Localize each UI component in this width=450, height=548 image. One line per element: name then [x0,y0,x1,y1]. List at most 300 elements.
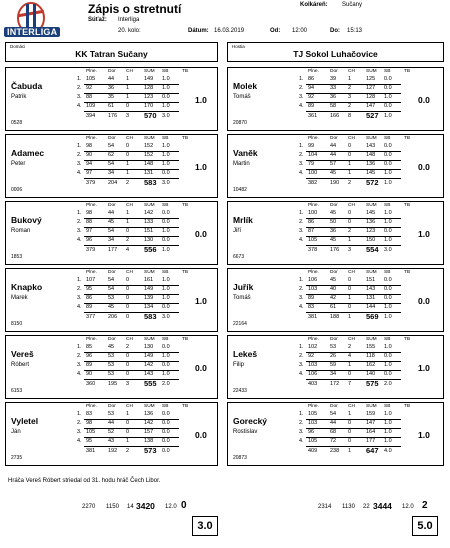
throw-cell: 149 [144,353,154,359]
row-number: 2. [77,85,82,91]
throw-cell: 1 [348,237,352,243]
to-label: Do: [330,28,340,34]
column-header: TB [182,270,189,275]
throw-cell: 151 [366,277,376,283]
throw-cell: 45 [108,219,115,225]
player-total-cell: 647 [366,446,379,455]
away-total-sum: 3444 [373,501,392,511]
column-header: Dor [330,404,338,409]
column-header: SB [162,203,169,208]
column-header: SB [384,404,391,409]
away-player-id: 20873 [233,455,247,461]
column-header: TB [182,404,189,409]
player-total-cell: 3.0 [162,314,170,320]
home-player-surname: Knapko [11,282,43,292]
player-total-cell: 1.0 [384,113,392,119]
throw-cell: 2 [348,85,352,91]
throw-cell: 1.0 [162,371,170,377]
throw-cell: 0.0 [162,429,170,435]
throw-cell: 0.0 [162,170,170,176]
row-number: 2. [299,85,304,91]
player-total-cell: 394 [86,113,96,119]
to-value: 15:13 [347,28,363,34]
throw-cell: 89 [308,103,315,109]
player-total-cell: 192 [108,448,118,454]
throw-cell: 92 [308,94,315,100]
throw-cell: 53 [108,295,115,301]
column-header: CH [126,337,133,342]
throw-cell: 1.0 [384,219,392,225]
row-divider [84,379,179,380]
home-total-ch: 14 [127,504,134,510]
throw-cell: 0.0 [384,152,392,158]
row-number: 2. [299,152,304,158]
throw-cell: 1 [348,295,352,301]
throw-cell: 90 [86,152,93,158]
column-header: TB [404,337,411,342]
row-number: 1. [77,76,82,82]
home-team-name: KK Tatran Sučany [75,49,148,59]
throw-cell: 54 [108,228,115,234]
home-player-id: 8150 [11,321,23,327]
column-header: TB [182,69,189,74]
throw-cell: 0.0 [384,85,392,91]
column-header: Plne. [308,136,319,141]
throw-cell: 0 [348,429,352,435]
throw-cell: 52 [108,429,115,435]
throw-cell: 54 [330,411,337,417]
throw-cell: 0.0 [162,304,170,310]
player-total-cell: 2 [348,180,352,186]
away-player-id: 10482 [233,187,247,193]
throw-cell: 107 [86,277,96,283]
throw-cell: 1 [348,170,352,176]
throw-cell: 61 [330,304,337,310]
throw-cell: 1.0 [162,353,170,359]
throw-cell: 1.0 [384,94,392,100]
away-player-surname: Gorecký [233,416,268,426]
throw-cell: 162 [366,362,376,368]
throw-cell: 83 [86,411,93,417]
throw-cell: 59 [330,362,337,368]
throw-cell: 0.0 [162,362,170,368]
throw-cell: 150 [366,237,376,243]
throw-cell: 1 [348,76,352,82]
player-total-cell: 555 [144,379,157,388]
column-header: TB [404,270,411,275]
throw-cell: 0.0 [162,94,170,100]
player-total-cell: 554 [366,245,379,254]
row-number: 3. [299,94,304,100]
column-header: Plne. [308,270,319,275]
throw-cell: 0 [126,353,130,359]
throw-cell: 95 [86,438,93,444]
row-divider [306,178,401,179]
row-number: 4. [299,371,304,377]
throw-cell: 1.0 [384,344,392,350]
throw-cell: 143 [366,143,376,149]
away-team-tag: Hostia [232,44,245,49]
player-total-cell: 8 [348,113,352,119]
row-divider [84,178,179,179]
throw-cell: 53 [108,353,115,359]
column-header: Dor [108,337,116,342]
date-label: Dátum: [188,28,209,34]
row-number: 4. [77,371,82,377]
throw-cell: 128 [144,85,154,91]
throw-cell: 36 [330,94,337,100]
column-header: Plne. [308,404,319,409]
throw-cell: 155 [366,344,376,350]
throw-cell: 53 [108,371,115,377]
column-header: SB [162,136,169,141]
player-total-cell: 0.0 [162,448,170,454]
away-player-points: 1.0 [418,229,430,239]
row-number: 1. [77,411,82,417]
throw-cell: 140 [366,371,376,377]
throw-cell: 1 [126,170,130,176]
column-header: SB [162,270,169,275]
player-total-cell: 1 [348,448,352,454]
page-title: Zápis o stretnutí [88,2,182,16]
throw-cell: 0.0 [384,371,392,377]
throw-cell: 1.0 [162,152,170,158]
throw-cell: 44 [330,152,337,158]
throw-cell: 53 [108,362,115,368]
player-total-cell: 1.0 [162,247,170,253]
row-number: 3. [77,94,82,100]
row-number: 1. [77,210,82,216]
throw-cell: 0 [348,286,352,292]
throw-cell: 1.0 [162,277,170,283]
throw-cell: 0 [126,420,130,426]
throw-cell: 98 [86,210,93,216]
row-number: 2. [299,420,304,426]
column-header: SB [384,270,391,275]
throw-cell: 58 [330,103,337,109]
row-number: 1. [77,344,82,350]
player-total-cell: 361 [308,113,318,119]
throw-cell: 1 [126,94,130,100]
row-number: 1. [77,277,82,283]
row-number: 2. [77,152,82,158]
row-number: 3. [77,228,82,234]
throw-cell: 106 [308,371,318,377]
away-player-surname: Vaněk [233,148,258,158]
throw-cell: 34 [330,371,337,377]
column-header: SUM [366,203,377,208]
away-team-box [227,42,444,62]
throw-cell: 0.0 [384,228,392,234]
throw-cell: 4 [348,353,352,359]
throw-cell: 123 [366,228,376,234]
away-player-firstname: Tomáš [233,295,251,301]
throw-cell: 152 [144,143,154,149]
throw-cell: 98 [86,420,93,426]
throw-cell: 149 [144,76,154,82]
player-total-cell: 382 [308,180,318,186]
throw-cell: 83 [308,304,315,310]
column-header: Plne. [308,337,319,342]
player-total-cell: 583 [144,178,157,187]
home-player-surname: Adamec [11,148,45,158]
throw-cell: 1.0 [384,210,392,216]
home-player-id: 6153 [11,388,23,394]
column-header: Plne. [86,69,97,74]
throw-cell: 142 [144,362,154,368]
row-number: 1. [299,277,304,283]
column-header: SB [384,136,391,141]
player-total-cell: 2.0 [384,381,392,387]
player-total-cell: 527 [366,111,379,120]
home-player-firstname: Ján [11,429,21,435]
player-total-cell: 556 [144,245,157,254]
column-header: TB [182,136,189,141]
throw-cell: 118 [366,353,375,359]
player-total-cell: 360 [86,381,96,387]
home-player-firstname: Patrik [11,94,27,100]
player-total-cell: 1.0 [384,314,392,320]
row-number: 3. [77,362,82,368]
row-number: 3. [299,362,304,368]
home-final-score: 3.0 [192,516,218,536]
throw-cell: 1 [126,210,130,216]
throw-cell: 1 [126,76,130,82]
throw-cell: 45 [330,277,337,283]
row-divider [306,446,401,447]
throw-cell: 50 [330,219,337,225]
throw-cell: 1 [126,85,130,91]
column-header: TB [404,136,411,141]
away-player-surname: Mrlík [233,215,253,225]
away-player-id: 6673 [233,254,245,260]
home-total-plne: 2270 [82,504,96,510]
row-number: 2. [77,353,82,359]
throw-cell: 96 [308,429,315,435]
round-value: 20. kolo: [118,28,141,34]
away-player-id: 20870 [233,120,247,126]
throw-cell: 36 [108,85,115,91]
throw-cell: 159 [366,411,376,417]
throw-cell: 0.0 [384,277,392,283]
throw-cell: 157 [144,429,154,435]
row-divider [306,111,401,112]
row-divider [306,312,401,313]
away-total-plne: 2314 [318,504,332,510]
throw-cell: 1 [348,411,352,417]
away-player-points: 1.0 [418,430,430,440]
away-player-id: 22433 [233,388,247,394]
throw-cell: 72 [330,438,337,444]
home-player-id: 0528 [11,120,23,126]
throw-cell: 0 [126,152,130,158]
throw-cell: 1 [348,362,352,368]
row-number: 2. [299,219,304,225]
throw-cell: 134 [144,304,154,310]
league-value: Interliga [118,17,140,23]
home-player-points: 0.0 [195,229,207,239]
home-player-points: 1.0 [195,296,207,306]
column-header: CH [126,203,133,208]
row-number: 4. [77,237,82,243]
column-header: Dor [330,69,338,74]
throw-cell: 92 [86,85,93,91]
throw-cell: 44 [330,420,337,426]
column-header: Plne. [86,270,97,275]
throw-cell: 53 [330,344,337,350]
player-total-cell: 572 [366,178,379,187]
row-number: 4. [299,304,304,310]
throw-cell: 130 [144,237,154,243]
throw-cell: 45 [108,344,115,350]
column-header: SB [162,404,169,409]
throw-cell: 26 [330,353,337,359]
player-total-cell: 3 [126,113,130,119]
throw-cell: 0.0 [384,161,392,167]
player-total-cell: 575 [366,379,379,388]
throw-cell: 89 [86,304,93,310]
throw-cell: 34 [108,237,115,243]
throw-cell: 0 [348,210,352,216]
player-total-cell: 238 [330,448,340,454]
throw-cell: 94 [308,85,315,91]
throw-cell: 1.0 [162,228,170,234]
player-total-cell: 195 [108,381,118,387]
home-team-tag: Domáci [10,44,26,49]
throw-cell: 1.0 [384,429,392,435]
throw-cell: 40 [330,286,337,292]
throw-cell: 1.0 [162,76,170,82]
throw-cell: 95 [86,286,93,292]
throw-cell: 170 [144,103,154,109]
throw-cell: 133 [144,219,154,225]
throw-cell: 1.0 [162,85,170,91]
throw-cell: 144 [366,304,376,310]
row-number: 4. [299,438,304,444]
throw-cell: 151 [144,228,154,234]
column-header: SUM [144,69,155,74]
column-header: SUM [366,404,377,409]
throw-cell: 1 [126,411,130,417]
throw-cell: 0 [348,152,352,158]
throw-cell: 105 [308,237,318,243]
column-header: SUM [366,136,377,141]
throw-cell: 0.0 [384,353,392,359]
player-total-cell: 3.0 [162,113,170,119]
throw-cell: 123 [144,94,154,100]
home-player-surname: Vyletel [11,416,39,426]
row-number: 3. [77,161,82,167]
throw-cell: 0.0 [384,295,392,301]
column-header: TB [182,337,189,342]
throw-cell: 92 [308,353,315,359]
throw-cell: 142 [144,210,154,216]
player-total-cell: 379 [86,180,96,186]
throw-cell: 0.0 [162,219,170,225]
throw-cell: 0.0 [384,103,392,109]
row-number: 1. [299,143,304,149]
column-header: SUM [366,270,377,275]
throw-cell: 105 [86,76,96,82]
column-header: TB [182,203,189,208]
column-header: CH [348,69,355,74]
throw-cell: 149 [144,286,154,292]
row-divider [84,245,179,246]
away-player-points: 0.0 [418,296,430,306]
column-header: CH [348,337,355,342]
player-total-cell: 570 [144,111,157,120]
throw-cell: 0 [126,295,130,301]
league-label: Súťaž: [88,17,107,23]
home-player-points: 1.0 [195,162,207,172]
throw-cell: 3 [348,94,352,100]
throw-cell: 2 [126,237,130,243]
throw-cell: 0.0 [162,420,170,426]
away-player-firstname: Martin [233,161,250,167]
throw-cell: 161 [144,277,154,283]
away-player-firstname: Rostislav [233,429,258,435]
away-player-points: 0.0 [418,162,430,172]
throw-cell: 79 [308,161,315,167]
date-value: 16.03.2019 [214,28,245,34]
away-player-surname: Juřík [233,282,254,292]
alley-value: Sučany [342,2,363,8]
row-number: 3. [77,429,82,435]
throw-cell: 177 [366,438,376,444]
home-player-firstname: Roman [11,228,31,234]
row-divider [84,446,179,447]
row-number: 4. [77,304,82,310]
home-player-surname: Vereš [11,349,34,359]
throw-cell: 138 [144,438,154,444]
column-header: CH [348,270,355,275]
throw-cell: 0.0 [162,237,170,243]
throw-cell: 85 [86,344,93,350]
throw-cell: 1.0 [162,103,170,109]
row-number: 3. [299,429,304,435]
throw-cell: 0 [126,286,130,292]
player-total-cell: 7 [348,381,352,387]
from-label: Od: [270,28,281,34]
throw-cell: 33 [330,85,337,91]
throw-cell: 136 [144,411,154,417]
column-header: Plne. [86,136,97,141]
player-total-cell: 4.0 [384,448,392,454]
throw-cell: 44 [108,420,115,426]
away-final-score: 5.0 [412,516,438,536]
player-total-cell: 2 [126,448,130,454]
throw-cell: 1 [126,438,130,444]
throw-cell: 1 [348,161,352,167]
away-player-surname: Molek [233,81,258,91]
player-total-cell: 172 [330,381,340,387]
home-player-surname: Čabuda [11,81,43,91]
away-player-id: 22164 [233,321,247,327]
player-total-cell: 2 [126,180,130,186]
throw-cell: 2 [348,103,352,109]
column-header: Plne. [308,69,319,74]
column-header: Plne. [86,203,97,208]
away-total-tb: 2 [422,500,428,511]
throw-cell: 0 [348,438,352,444]
throw-cell: 148 [144,161,154,167]
column-header: SB [384,203,391,208]
throw-cell: 88 [86,219,93,225]
throw-cell: 145 [366,170,376,176]
throw-cell: 109 [86,103,96,109]
column-header: Plne. [86,404,97,409]
away-total-sb: 12.0 [402,504,414,510]
